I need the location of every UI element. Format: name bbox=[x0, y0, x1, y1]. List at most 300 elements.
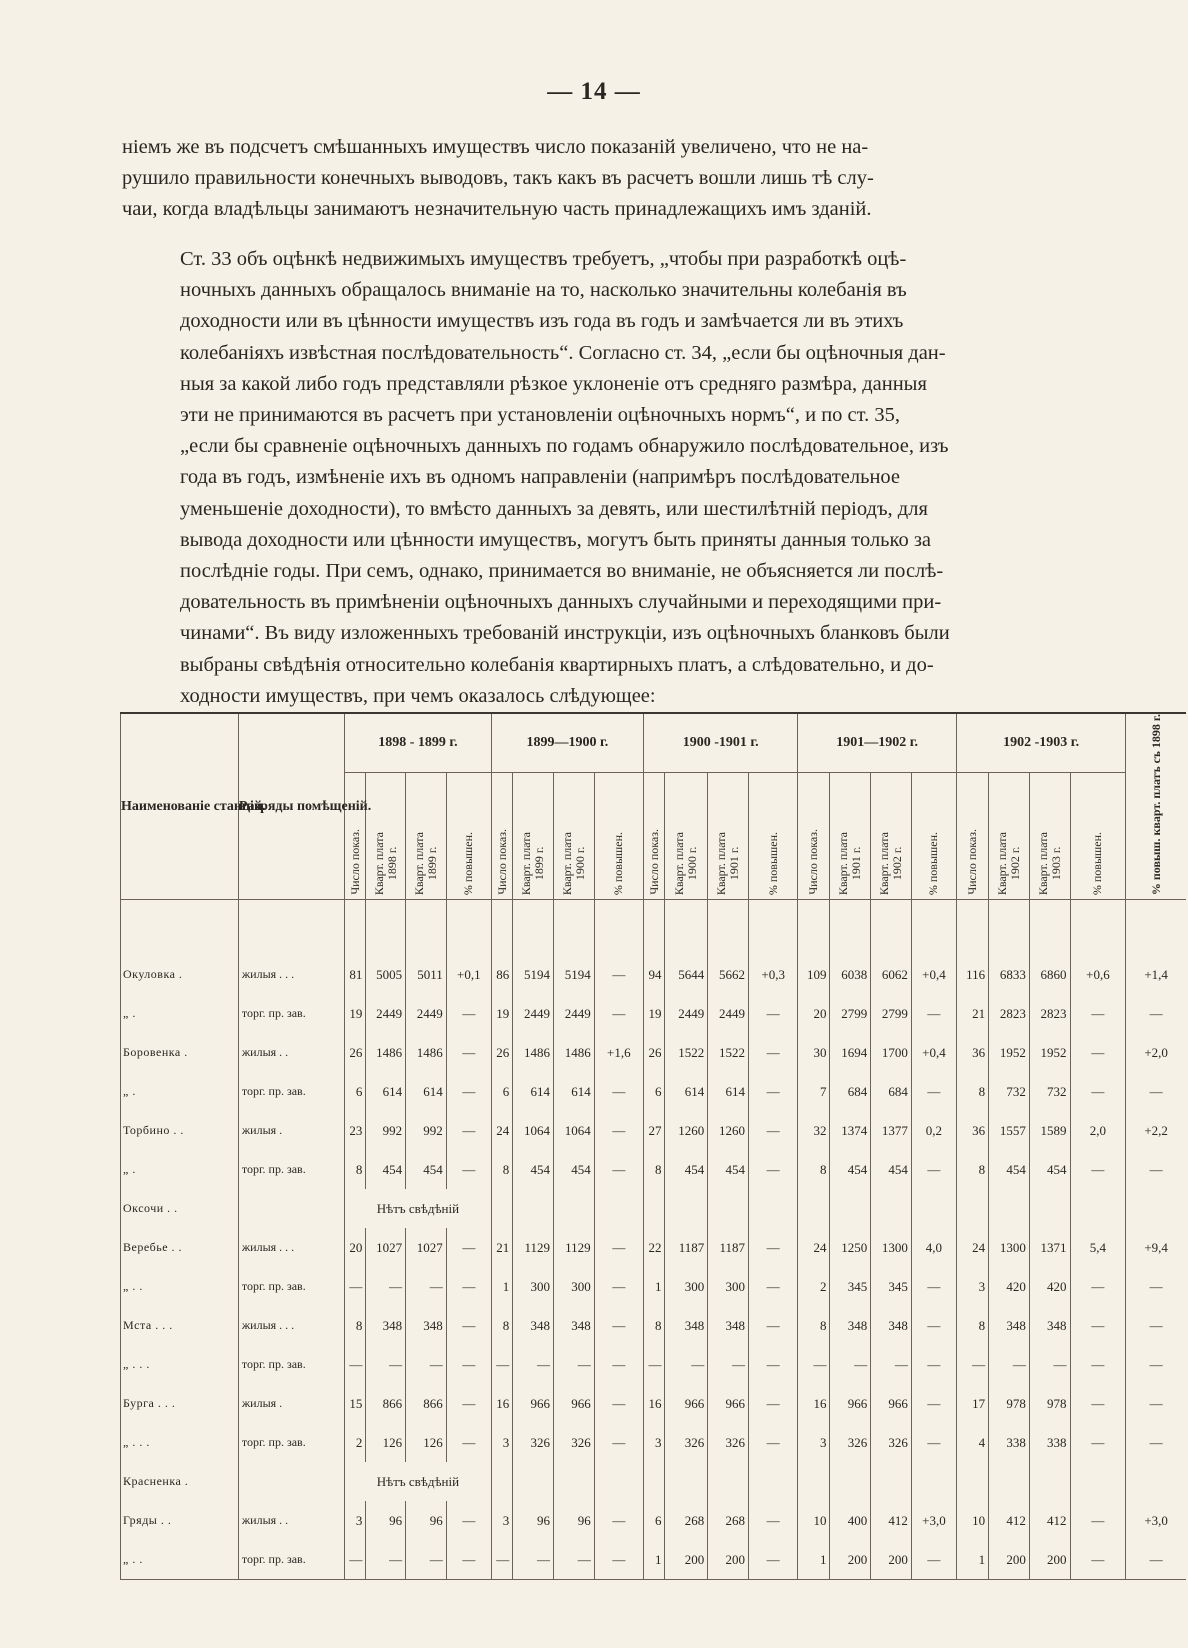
data-cell: 300 bbox=[513, 1267, 554, 1306]
data-cell: — bbox=[749, 1384, 798, 1423]
data-cell: — bbox=[911, 1384, 956, 1423]
data-cell: — bbox=[406, 1540, 447, 1580]
data-cell: — bbox=[1126, 1345, 1186, 1384]
data-cell: — bbox=[594, 1267, 643, 1306]
data-cell: — bbox=[1070, 1072, 1126, 1111]
data-cell: 966 bbox=[830, 1384, 871, 1423]
data-cell: 348 bbox=[553, 1306, 594, 1345]
data-cell: 348 bbox=[871, 1306, 912, 1345]
data-cell: — bbox=[446, 1072, 491, 1111]
sub-header bbox=[749, 773, 798, 900]
paragraph-instruction-quote bbox=[122, 244, 1188, 712]
data-cell: 5662 bbox=[708, 955, 749, 994]
station-name: „ . . . bbox=[121, 1345, 239, 1384]
data-cell: 978 bbox=[989, 1384, 1030, 1423]
data-cell: 6 bbox=[491, 1072, 512, 1111]
data-cell: +1,6 bbox=[594, 1033, 643, 1072]
data-cell: 345 bbox=[871, 1267, 912, 1306]
data-cell: 17 bbox=[956, 1384, 988, 1423]
data-cell: — bbox=[1070, 1345, 1126, 1384]
data-cell: — bbox=[446, 1111, 491, 1150]
paragraph-continuation bbox=[122, 132, 1188, 226]
data-cell: 966 bbox=[871, 1384, 912, 1423]
premises-category: жилыя . . . bbox=[238, 1228, 344, 1267]
data-cell: 1260 bbox=[665, 1111, 708, 1150]
data-cell: 454 bbox=[366, 1150, 406, 1189]
data-cell: — bbox=[446, 1150, 491, 1189]
data-cell: 86 bbox=[491, 955, 512, 994]
data-cell: — bbox=[1126, 1072, 1186, 1111]
data-cell: 96 bbox=[366, 1501, 406, 1540]
data-cell: — bbox=[1070, 994, 1126, 1033]
data-cell: — bbox=[366, 1267, 406, 1306]
data-cell: +0,4 bbox=[911, 955, 956, 994]
data-cell: 1250 bbox=[830, 1228, 871, 1267]
data-cell: 1486 bbox=[553, 1033, 594, 1072]
data-cell: 5194 bbox=[513, 955, 554, 994]
data-cell: 614 bbox=[553, 1072, 594, 1111]
data-cell: — bbox=[911, 1267, 956, 1306]
sub-header-label: Кварт. плата 1898 г. bbox=[371, 831, 399, 896]
data-cell: 19 bbox=[345, 994, 366, 1033]
data-cell: — bbox=[446, 1423, 491, 1462]
data-cell: — bbox=[1126, 1267, 1186, 1306]
data-cell: 36 bbox=[956, 1111, 988, 1150]
data-cell: 454 bbox=[513, 1150, 554, 1189]
data-cell: 1187 bbox=[665, 1228, 708, 1267]
premises-category: торг. пр. зав. bbox=[238, 994, 344, 1033]
sub-header bbox=[366, 773, 406, 900]
data-cell: — bbox=[989, 1345, 1030, 1384]
data-cell: 1 bbox=[491, 1267, 512, 1306]
data-cell: 326 bbox=[708, 1423, 749, 1462]
data-cell: +0,3 bbox=[749, 955, 798, 994]
data-cell: 126 bbox=[366, 1423, 406, 1462]
data-cell: 1371 bbox=[1029, 1228, 1070, 1267]
data-cell: — bbox=[446, 1306, 491, 1345]
period-header: 1900 -1901 г. bbox=[644, 713, 798, 773]
data-cell: 268 bbox=[708, 1501, 749, 1540]
data-cell: 1 bbox=[956, 1540, 988, 1580]
data-cell: — bbox=[594, 955, 643, 994]
data-cell: — bbox=[911, 1540, 956, 1580]
data-cell: 326 bbox=[553, 1423, 594, 1462]
data-cell: 0,2 bbox=[911, 1111, 956, 1150]
data-cell: 412 bbox=[871, 1501, 912, 1540]
data-cell: 26 bbox=[644, 1033, 665, 1072]
data-cell: 2449 bbox=[708, 994, 749, 1033]
data-cell: — bbox=[871, 1345, 912, 1384]
data-cell: 684 bbox=[871, 1072, 912, 1111]
data-cell: 1377 bbox=[871, 1111, 912, 1150]
text-line: „если бы сравненіе оцѣночныхъ данныхъ по годамъ обнаружило послѣдовательное, изъ bbox=[180, 435, 949, 458]
data-cell: 8 bbox=[491, 1150, 512, 1189]
sub-header bbox=[406, 773, 447, 900]
data-cell: 2449 bbox=[553, 994, 594, 1033]
data-cell: — bbox=[345, 1540, 366, 1580]
text-line: года въ годъ, измѣненіе ихъ въ одномъ направленіи (напримѣръ послѣдовательное bbox=[180, 466, 901, 489]
data-cell: 1486 bbox=[513, 1033, 554, 1072]
data-cell: — bbox=[749, 1501, 798, 1540]
data-cell: 10 bbox=[798, 1501, 830, 1540]
data-cell: 96 bbox=[553, 1501, 594, 1540]
sub-header bbox=[871, 773, 912, 900]
data-cell: +1,4 bbox=[1126, 955, 1186, 994]
data-cell: — bbox=[594, 1111, 643, 1150]
data-cell: 6833 bbox=[989, 955, 1030, 994]
data-cell: — bbox=[708, 1345, 749, 1384]
data-cell: 412 bbox=[989, 1501, 1030, 1540]
text-line: довательность въ примѣненіи оцѣночныхъ данныхъ случайными и переходящими при- bbox=[180, 591, 942, 614]
data-cell: — bbox=[594, 994, 643, 1033]
data-cell: — bbox=[911, 1072, 956, 1111]
data-cell: — bbox=[345, 1267, 366, 1306]
station-header: Наименованіе станцій. bbox=[121, 713, 239, 900]
premises-category: жилыя . . . bbox=[238, 955, 344, 994]
data-cell: 8 bbox=[956, 1150, 988, 1189]
sub-header bbox=[798, 773, 830, 900]
data-cell: 4,0 bbox=[911, 1228, 956, 1267]
data-cell: — bbox=[749, 1267, 798, 1306]
data-cell: 614 bbox=[665, 1072, 708, 1111]
data-cell: 2823 bbox=[1029, 994, 1070, 1033]
data-cell: 684 bbox=[830, 1072, 871, 1111]
data-cell: 1260 bbox=[708, 1111, 749, 1150]
table-row bbox=[121, 1150, 1187, 1189]
data-cell: 326 bbox=[513, 1423, 554, 1462]
data-cell: 1557 bbox=[989, 1111, 1030, 1150]
page-number: — 14 — bbox=[547, 78, 641, 105]
sub-header-label: Число показ. bbox=[965, 829, 980, 896]
data-cell: 2823 bbox=[989, 994, 1030, 1033]
category-header: Разряды помѣщеній. bbox=[238, 713, 344, 900]
data-cell: — bbox=[1029, 1345, 1070, 1384]
data-cell: 2 bbox=[345, 1423, 366, 1462]
data-cell: +0,6 bbox=[1070, 955, 1126, 994]
sub-header-label: Число показ. bbox=[347, 829, 362, 896]
data-cell: 200 bbox=[708, 1540, 749, 1580]
text-line: доходности или въ цѣнности имуществъ изъ года въ годъ и замѣчается ли въ этихъ bbox=[180, 310, 904, 333]
data-cell: 454 bbox=[406, 1150, 447, 1189]
data-cell: 454 bbox=[553, 1150, 594, 1189]
data-cell: 326 bbox=[871, 1423, 912, 1462]
data-cell: 94 bbox=[644, 955, 665, 994]
data-cell: — bbox=[749, 1228, 798, 1267]
station-name: „ . bbox=[121, 994, 239, 1033]
data-cell: 1486 bbox=[406, 1033, 447, 1072]
data-cell: 345 bbox=[830, 1267, 871, 1306]
data-cell: — bbox=[749, 1345, 798, 1384]
data-cell: — bbox=[594, 1540, 643, 1580]
data-cell: — bbox=[1070, 1501, 1126, 1540]
station-name: Оксочи . . bbox=[121, 1189, 239, 1228]
data-cell: — bbox=[446, 1033, 491, 1072]
data-cell: 1 bbox=[644, 1267, 665, 1306]
data-cell: 966 bbox=[513, 1384, 554, 1423]
data-cell: — bbox=[1070, 1033, 1126, 1072]
data-cell: +0,1 bbox=[446, 955, 491, 994]
data-cell: — bbox=[594, 1150, 643, 1189]
data-cell: — bbox=[553, 1345, 594, 1384]
data-cell: 454 bbox=[665, 1150, 708, 1189]
data-cell: 420 bbox=[1029, 1267, 1070, 1306]
data-cell: — bbox=[1070, 1423, 1126, 1462]
data-cell: — bbox=[1126, 994, 1186, 1033]
data-cell: — bbox=[749, 994, 798, 1033]
data-cell: 126 bbox=[406, 1423, 447, 1462]
data-cell: — bbox=[798, 1345, 830, 1384]
data-cell: — bbox=[553, 1540, 594, 1580]
data-cell: 1486 bbox=[366, 1033, 406, 1072]
data-cell: — bbox=[1070, 1150, 1126, 1189]
data-cell: 2 bbox=[798, 1267, 830, 1306]
premises-category: торг. пр. зав. bbox=[238, 1267, 344, 1306]
data-cell: 19 bbox=[644, 994, 665, 1033]
data-cell: 8 bbox=[956, 1072, 988, 1111]
station-name: „ . . bbox=[121, 1267, 239, 1306]
data-cell: 3 bbox=[798, 1423, 830, 1462]
data-cell: +2,0 bbox=[1126, 1033, 1186, 1072]
data-cell: — bbox=[1070, 1267, 1126, 1306]
data-cell: 1589 bbox=[1029, 1111, 1070, 1150]
data-cell: 1129 bbox=[513, 1228, 554, 1267]
data-cell: 348 bbox=[513, 1306, 554, 1345]
data-cell: 200 bbox=[871, 1540, 912, 1580]
table-row bbox=[121, 994, 1187, 1033]
data-cell: 8 bbox=[644, 1150, 665, 1189]
data-cell: 966 bbox=[708, 1384, 749, 1423]
premises-category: жилыя . bbox=[238, 1384, 344, 1423]
data-cell: 3 bbox=[491, 1501, 512, 1540]
sub-header-label: Кварт. плата 1901 г. bbox=[836, 831, 864, 896]
data-cell: 3 bbox=[345, 1501, 366, 1540]
data-cell: 454 bbox=[830, 1150, 871, 1189]
data-cell: 36 bbox=[956, 1033, 988, 1072]
sub-header bbox=[513, 773, 554, 900]
table-row bbox=[121, 1267, 1187, 1306]
station-name: Веребье . . bbox=[121, 1228, 239, 1267]
premises-category: торг. пр. зав. bbox=[238, 1345, 344, 1384]
data-cell: 1952 bbox=[1029, 1033, 1070, 1072]
data-cell: — bbox=[491, 1345, 512, 1384]
station-name: „ . . . bbox=[121, 1423, 239, 1462]
data-cell: 200 bbox=[665, 1540, 708, 1580]
data-cell: 22 bbox=[644, 1228, 665, 1267]
data-cell: 8 bbox=[956, 1306, 988, 1345]
data-cell: — bbox=[749, 1033, 798, 1072]
data-cell: 8 bbox=[798, 1306, 830, 1345]
table-row bbox=[121, 1462, 1187, 1501]
premises-category: жилыя . . bbox=[238, 1501, 344, 1540]
data-cell: 326 bbox=[665, 1423, 708, 1462]
data-cell: 3 bbox=[644, 1423, 665, 1462]
sub-header-label: Кварт. плата 1903 г. bbox=[1035, 831, 1063, 896]
data-cell: 348 bbox=[1029, 1306, 1070, 1345]
data-cell: 348 bbox=[366, 1306, 406, 1345]
data-cell: 614 bbox=[513, 1072, 554, 1111]
data-cell: — bbox=[366, 1540, 406, 1580]
data-cell: 30 bbox=[798, 1033, 830, 1072]
data-cell: — bbox=[594, 1423, 643, 1462]
data-cell: 1 bbox=[798, 1540, 830, 1580]
data-cell: — bbox=[1126, 1540, 1186, 1580]
text-line: послѣдніе годы. При семъ, однако, принимается во вниманіе, не объясняется ли послѣ- bbox=[180, 560, 944, 583]
premises-category: жилыя . . bbox=[238, 1033, 344, 1072]
data-cell: 16 bbox=[491, 1384, 512, 1423]
data-cell: 614 bbox=[366, 1072, 406, 1111]
data-cell: 5,4 bbox=[1070, 1228, 1126, 1267]
sub-header-label: % повышен. bbox=[461, 832, 476, 896]
data-cell: — bbox=[1126, 1150, 1186, 1189]
table-row bbox=[121, 955, 1187, 994]
data-cell: 20 bbox=[798, 994, 830, 1033]
data-cell: — bbox=[345, 1345, 366, 1384]
data-cell: 300 bbox=[665, 1267, 708, 1306]
data-cell: — bbox=[366, 1345, 406, 1384]
data-cell: 21 bbox=[491, 1228, 512, 1267]
sub-header-label: Число показ. bbox=[806, 829, 821, 896]
data-cell: 2799 bbox=[830, 994, 871, 1033]
data-cell: 6062 bbox=[871, 955, 912, 994]
data-cell: 348 bbox=[708, 1306, 749, 1345]
data-cell: — bbox=[749, 1540, 798, 1580]
station-name: Окуловка . bbox=[121, 955, 239, 994]
sub-header bbox=[911, 773, 956, 900]
data-cell: — bbox=[665, 1345, 708, 1384]
text-line: рушило правильности конечныхъ выводовъ, такъ какъ въ расчетъ вошли лишь тѣ слу- bbox=[122, 167, 874, 190]
text-line: колебаніяхъ извѣстная послѣдовательность“. Согласно ст. 34, „если бы оцѣночныя дан- bbox=[180, 341, 946, 364]
data-cell: — bbox=[446, 994, 491, 1033]
data-cell: 1129 bbox=[553, 1228, 594, 1267]
data-cell: 15 bbox=[345, 1384, 366, 1423]
data-cell: — bbox=[594, 1228, 643, 1267]
station-name: Гряды . . bbox=[121, 1501, 239, 1540]
data-cell: — bbox=[491, 1540, 512, 1580]
data-cell: — bbox=[513, 1345, 554, 1384]
station-name: „ . . bbox=[121, 1540, 239, 1580]
data-cell: +3,0 bbox=[911, 1501, 956, 1540]
table-row bbox=[121, 1072, 1187, 1111]
data-cell: 2449 bbox=[366, 994, 406, 1033]
data-cell: 614 bbox=[708, 1072, 749, 1111]
sub-header bbox=[708, 773, 749, 900]
data-cell: 16 bbox=[798, 1384, 830, 1423]
sub-header bbox=[989, 773, 1030, 900]
data-cell: 23 bbox=[345, 1111, 366, 1150]
data-cell: — bbox=[749, 1423, 798, 1462]
data-cell: 8 bbox=[798, 1150, 830, 1189]
data-cell: — bbox=[911, 1306, 956, 1345]
data-cell: — bbox=[446, 1540, 491, 1580]
data-cell: — bbox=[830, 1345, 871, 1384]
data-cell: +0,4 bbox=[911, 1033, 956, 1072]
table-row bbox=[121, 1423, 1187, 1462]
data-cell: 1522 bbox=[708, 1033, 749, 1072]
data-cell: — bbox=[406, 1267, 447, 1306]
premises-category: жилыя . bbox=[238, 1111, 344, 1150]
data-cell: 2,0 bbox=[1070, 1111, 1126, 1150]
sub-header-label: Кварт. плата 1902 г. bbox=[994, 831, 1022, 896]
premises-category: торг. пр. зав. bbox=[238, 1540, 344, 1580]
data-cell: 300 bbox=[708, 1267, 749, 1306]
data-cell: 2799 bbox=[871, 994, 912, 1033]
data-cell: 200 bbox=[1029, 1540, 1070, 1580]
text-line: ночныхъ данныхъ обращалось вниманіе на то, насколько значительны колебанія въ bbox=[180, 279, 907, 302]
station-name: Бурга . . . bbox=[121, 1384, 239, 1423]
data-cell: — bbox=[644, 1345, 665, 1384]
period-header: 1898 - 1899 г. bbox=[345, 713, 492, 773]
station-name: Красненка . bbox=[121, 1462, 239, 1501]
data-cell: 8 bbox=[345, 1150, 366, 1189]
data-cell: 6860 bbox=[1029, 955, 1070, 994]
data-cell: 96 bbox=[406, 1501, 447, 1540]
data-cell: 2449 bbox=[665, 994, 708, 1033]
text-line: уменьшеніе доходности), то вмѣсто данныхъ за девять, или шестилѣтній періодъ, для bbox=[180, 497, 928, 520]
data-cell: — bbox=[594, 1072, 643, 1111]
data-cell: — bbox=[749, 1072, 798, 1111]
data-cell: — bbox=[406, 1345, 447, 1384]
sub-header bbox=[956, 773, 988, 900]
data-cell: — bbox=[911, 1345, 956, 1384]
data-cell: — bbox=[594, 1306, 643, 1345]
data-cell: 300 bbox=[553, 1267, 594, 1306]
data-cell: 8 bbox=[345, 1306, 366, 1345]
sub-header bbox=[644, 773, 665, 900]
data-cell: — bbox=[1070, 1306, 1126, 1345]
data-cell: 1952 bbox=[989, 1033, 1030, 1072]
data-cell: — bbox=[594, 1384, 643, 1423]
period-header: 1901—1902 г. bbox=[798, 713, 957, 773]
data-cell: 26 bbox=[345, 1033, 366, 1072]
data-cell: 1694 bbox=[830, 1033, 871, 1072]
data-cell: 6 bbox=[644, 1501, 665, 1540]
data-cell: 5194 bbox=[553, 955, 594, 994]
data-cell: 200 bbox=[989, 1540, 1030, 1580]
data-cell: 19 bbox=[491, 994, 512, 1033]
sub-header-label: Кварт. плата 1902 г. bbox=[877, 831, 905, 896]
sub-header bbox=[446, 773, 491, 900]
sub-header-label: Число показ. bbox=[646, 829, 661, 896]
data-cell: — bbox=[446, 1501, 491, 1540]
sub-header-label: Кварт. плата 1899 г. bbox=[519, 831, 547, 896]
data-cell: 7 bbox=[798, 1072, 830, 1111]
data-cell: — bbox=[749, 1150, 798, 1189]
data-cell: 454 bbox=[708, 1150, 749, 1189]
data-cell: 326 bbox=[830, 1423, 871, 1462]
data-cell: — bbox=[446, 1384, 491, 1423]
data-cell: 1027 bbox=[406, 1228, 447, 1267]
data-cell: 20 bbox=[345, 1228, 366, 1267]
data-cell: 1300 bbox=[871, 1228, 912, 1267]
data-cell: +3,0 bbox=[1126, 1501, 1186, 1540]
data-cell: 992 bbox=[366, 1111, 406, 1150]
data-cell: 1187 bbox=[708, 1228, 749, 1267]
data-cell: — bbox=[594, 1345, 643, 1384]
data-cell: 338 bbox=[989, 1423, 1030, 1462]
text-line: чинами“. Въ виду изложенныхъ требованій инструкціи, изъ оцѣночныхъ бланковъ были bbox=[180, 622, 950, 645]
sub-header-label: % повышен. bbox=[1090, 832, 1105, 896]
data-cell: — bbox=[911, 1150, 956, 1189]
table-row bbox=[121, 1189, 1187, 1228]
sub-header bbox=[830, 773, 871, 900]
data-cell: 992 bbox=[406, 1111, 447, 1150]
period-header: 1899—1900 г. bbox=[491, 713, 643, 773]
data-cell: — bbox=[956, 1345, 988, 1384]
sub-header-label: Число показ. bbox=[494, 829, 509, 896]
data-cell: 732 bbox=[989, 1072, 1030, 1111]
sub-header bbox=[1070, 773, 1126, 900]
last-column-header bbox=[1126, 713, 1186, 900]
